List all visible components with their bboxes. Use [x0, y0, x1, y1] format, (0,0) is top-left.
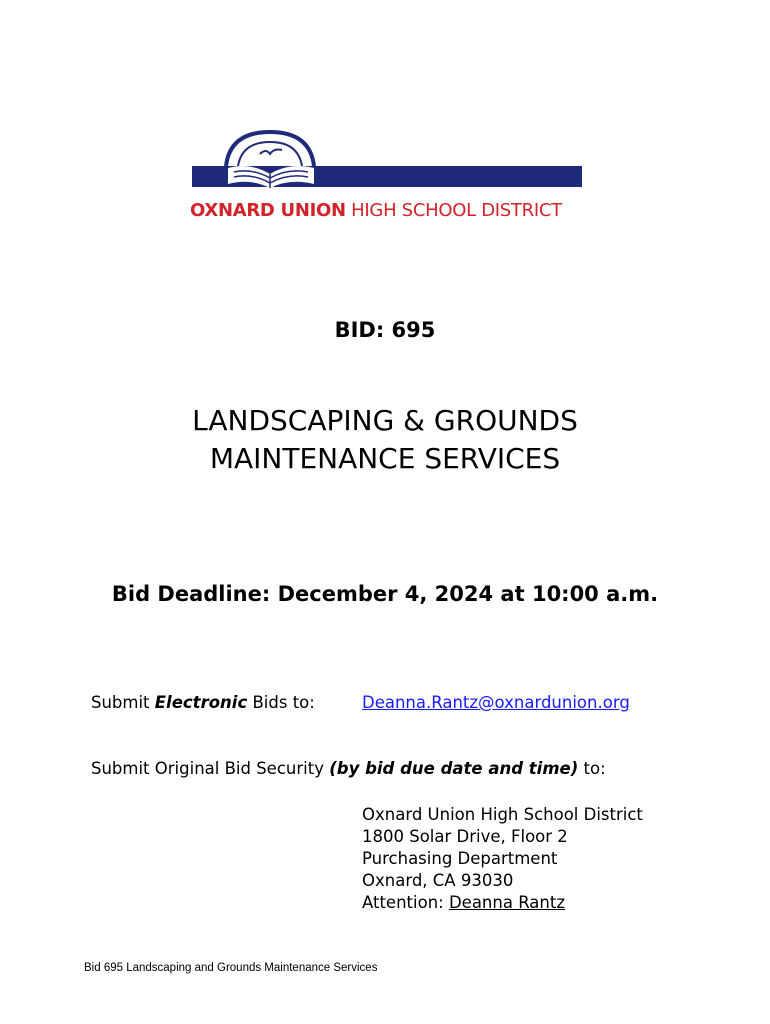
attention-name: Deanna Rantz [448, 893, 566, 912]
bid-number: BID: 695 [334, 318, 436, 342]
bid-deadline: Bid Deadline: December 4, 2024 at 10:00 a.m. [111, 582, 659, 606]
district-name [190, 200, 584, 221]
bid-title-line2: MAINTENANCE SERVICES [209, 442, 561, 475]
bid-title [0, 402, 770, 478]
district-emblem-icon [190, 128, 584, 194]
address-line3: Purchasing Department [362, 849, 558, 868]
submit-electronic-suffix: Bids to: [247, 693, 315, 712]
email-link[interactable]: Deanna.Rantz@oxnardunion.org [362, 693, 630, 712]
submit-electronic-label [91, 693, 315, 712]
address-line4: Oxnard, CA 93030 [362, 871, 514, 890]
submit-security-suffix: to: [578, 759, 606, 778]
page-footer: Bid 695 Landscaping and Grounds Maintenance Services [84, 962, 378, 974]
address-line1: Oxnard Union High School District [362, 805, 643, 824]
submit-security-label [91, 759, 606, 778]
district-name-bold: OXNARD UNION [190, 200, 346, 221]
submit-security-emphasis: (by bid due date and time) [329, 759, 579, 778]
submit-electronic-emphasis: Electronic [154, 693, 248, 712]
district-logo [190, 128, 584, 223]
attention-label: Attention: [362, 893, 449, 912]
bid-title-line1: LANDSCAPING & GROUNDS [192, 404, 578, 437]
address-line2: 1800 Solar Drive, Floor 2 [362, 827, 568, 846]
submit-electronic-prefix: Submit [91, 693, 155, 712]
address-attention [362, 892, 643, 914]
submit-security-prefix: Submit Original Bid Security [91, 759, 330, 778]
district-name-regular: HIGH SCHOOL DISTRICT [345, 200, 562, 221]
mailing-address [362, 804, 643, 914]
